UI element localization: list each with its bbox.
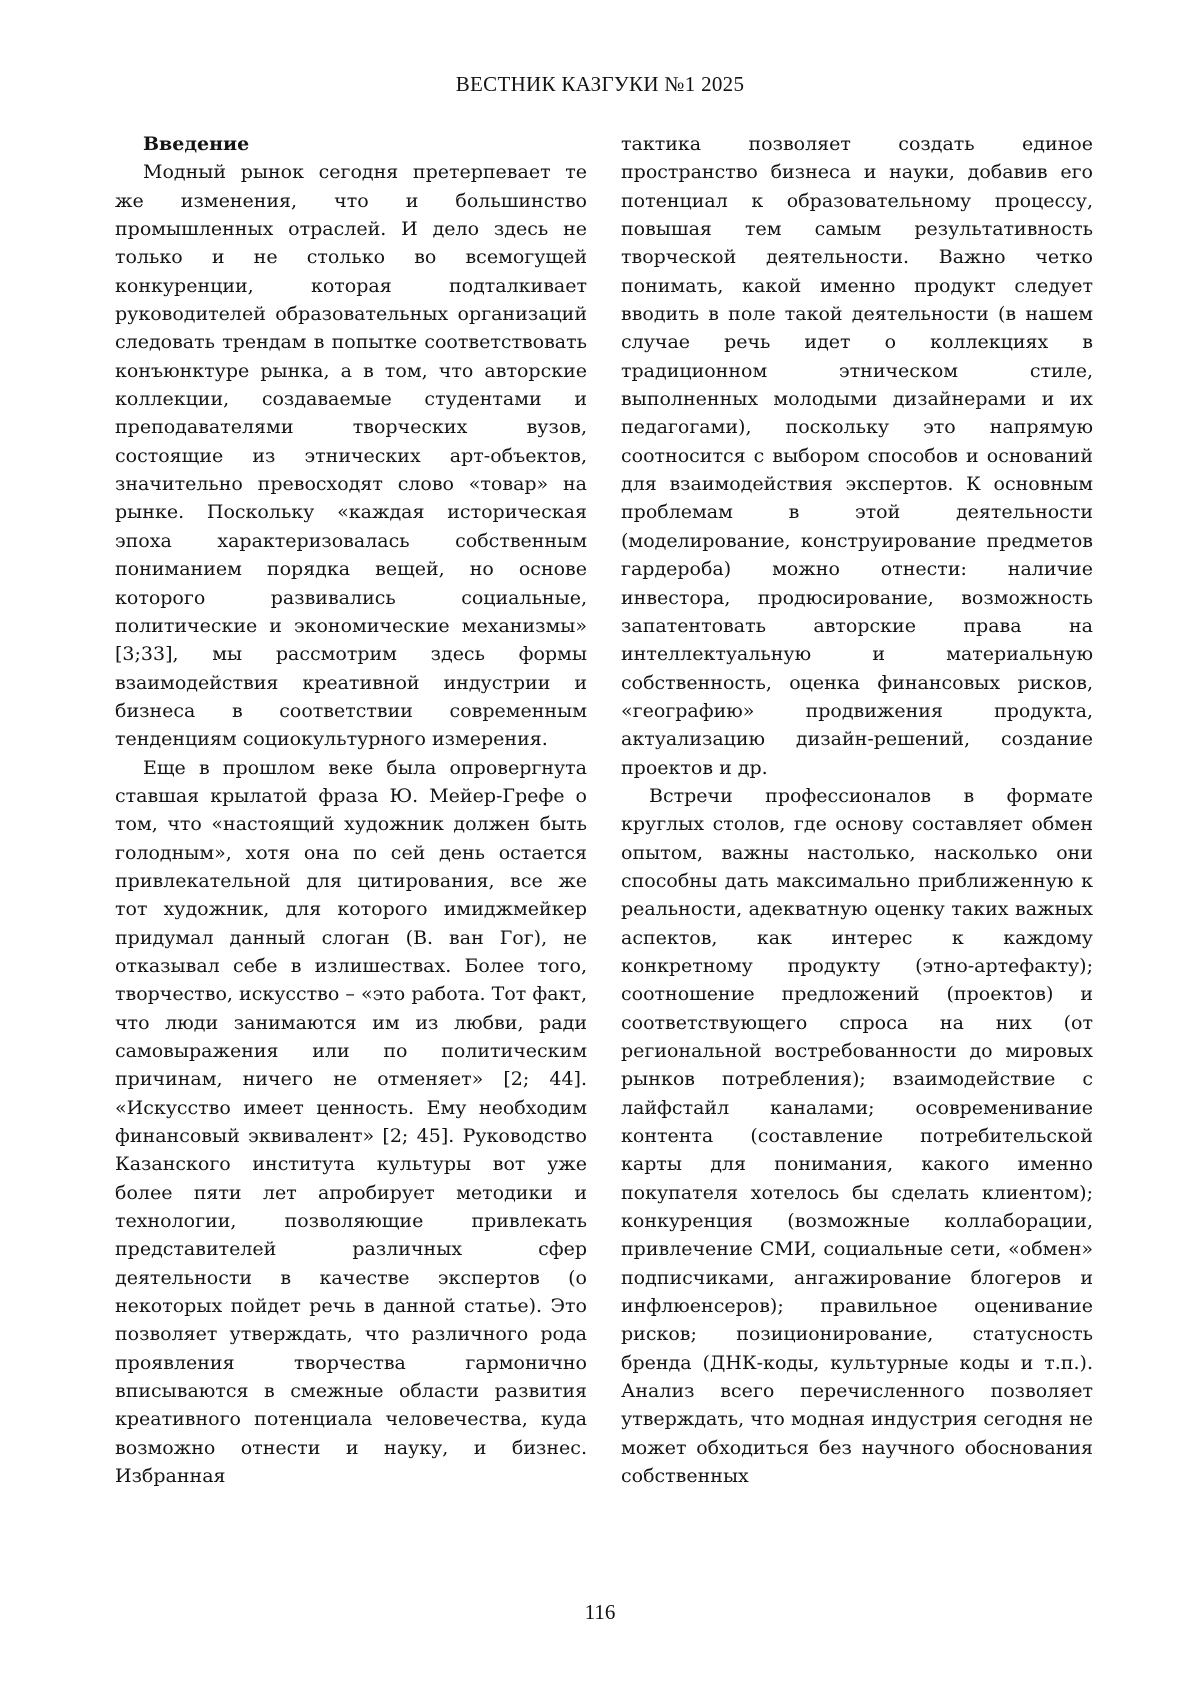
paragraph-round-tables: Встречи профессионалов в формате круглых столов, где основу составляет обмен опытом, важны настолько, насколько они способны дать максимально приближенную к реальности, адекватную оценку таких важных аспектов, как интерес к каждому конкретному продукту (этно-артефакту); соотношение предложений (проектов) и соответствующего спроса на них (от региональной востребованности до мировых рынков потребления); взаимодействие с лайфстайл каналами; осовременивание контента (составление потребительской карты для понимания, какого именно покупателя хотелось бы сделать клиентом); конкуренция (возможные коллаборации, привлечение СМИ, социальные сети, «обмен» подписчиками, ангажирование блогеров и инфлюенсеров); правильное оценивание рисков; позиционирование, статусность бренда (ДНК-коды, культурные коды и т.п.). Анализ всего перечисленного позволяет утверждать, что модная индустрия сегодня не может обходиться без научного обоснования собственных xyxy=(621,784,1093,1488)
left-column xyxy=(115,130,587,1491)
paragraph-intro: Модный рынок сегодня претерпевает те же изменения, что и большинство промышленных отраслей. И дело здесь не только и не столько во всемогущей конкуренции, которая подталкивает руководителей образовательных организаций следовать трендам в попытке соответствовать конъюнктуре рынка, а в том, что авторские коллекции, создаваемые студентами и преподавателями творческих вузов, состоящие из этнических арт-объектов, значительно превосходят слово «товар» на рынке. Поскольку «каждая историческая эпоха характеризовалась собственным пониманием порядка вещей, но основе которого развивались социальные, политические и экономические механизмы» [3;33], мы рассмотрим здесь формы взаимодействия креативной индустрии и бизнеса в соответствии современным тенденциям социокультурного измерения. xyxy=(115,161,587,751)
page-number: 116 xyxy=(584,1600,616,1624)
paragraph-tactics: тактика позволяет создать единое пространство бизнеса и науки, добавив его потенциал к образовательному процессу, повышая тем самым результативность творческой деятельности. Важно четко понимать, какой именно продукт следует вводить в поле такой деятельности (в нашем случае речь идет о коллекциях в традиционном этническом стиле, выполненных молодыми дизайнерами и их педагогами), поскольку это напрямую соотносится с выбором способов и оснований для взаимодействия экспертов. К основным проблемам в этой деятельности (моделирование, конструирование предметов гардероба) можно отнести: наличие инвестора, продюсирование, возможность запатентовать авторские права на интеллектуальную и материальную собственность, оценка финансовых рисков, «географию» продвижения продукта, актуализацию дизайн-решений, создание проектов и др. xyxy=(621,133,1093,779)
right-column xyxy=(621,130,1093,1491)
section-heading: Введение xyxy=(143,133,250,155)
running-header: ВЕСТНИК КАЗГУКИ №1 2025 xyxy=(455,72,745,96)
paragraph-artist: Еще в прошлом веке была опровергнута ставшая крылатой фраза Ю. Мейер-Грефе о том, что «настоящий художник должен быть голодным», хотя она по сей день остается привлекательной для цитирования, все же тот художник, для которого имиджмейкер придумал данный слоган (В. ван Гог), не отказывал себе в излишествах. Более того, творчество, искусство – «это работа. Тот факт, что люди занимаются им из любви, ради самовыражения или по политическим причинам, ничего не отменяет» [2; 44]. «Искусство имеет ценность. Ему необходим финансовый эквивалент» [2; 45]. Руководство Казанского института культуры вот уже более пяти лет апробирует методики и технологии, позволяющие привлекать представителей различных сфер деятельности в качестве экспертов (о некоторых пойдет речь в данной статье). Это позволяет утверждать, что различного рода проявления творчества гармонично вписываются в смежные области развития креативного потенциала человечества, куда возможно отнести и науку, и бизнес. Избранная xyxy=(115,756,587,1488)
